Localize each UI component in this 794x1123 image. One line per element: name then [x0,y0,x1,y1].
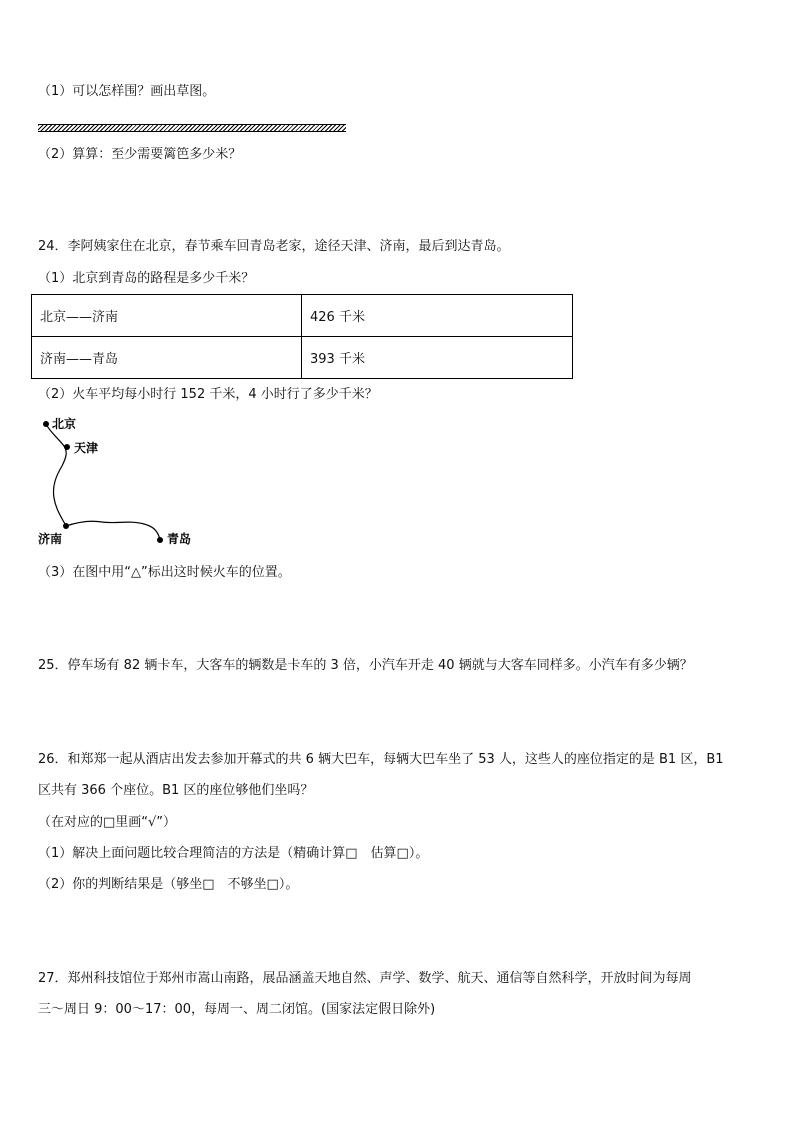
q27-line1: 27．郑州科技馆位于郑州市嵩山南路，展品涵盖天地自然、声学、数学、航天、通信等自然科学，开放时间为每周 [38,971,692,986]
q26-sub1-text: （1）解决上面问题比较合理简洁的方法是（精确计算□ 估算□）。 [38,846,429,861]
distance-cell: 393 千米 [302,337,573,379]
route-cell: 北京——济南 [32,295,302,337]
q26-note: （在对应的□里画“√”） [38,815,177,830]
q24-sub1-text: （1）北京到青岛的路程是多少千米？ [38,271,255,286]
q25-stem: 25．停车场有 82 辆卡车，大客车的辆数是卡车的 3 倍，小汽车开走 40 辆就与大客车同样多。小汽车有多少辆？ [38,658,693,673]
q23-sub1-text: （1）可以怎样围？画出草图。 [38,84,216,99]
q26-line1: 26．和郑郑一起从酒店出发去参加开幕式的共 6 辆大巴车，每辆大巴车坐了 53 人，这些人的座位指定的是 B1 区，B1 [38,752,724,767]
fence-wall-drawing [38,124,346,132]
table-row [32,337,573,379]
tianjin-dot [64,444,70,450]
jinan-label: 济南 [38,532,63,546]
tianjin-label: 天津 [74,441,99,455]
q23-sub2-text: （2）算算：至少需要篱笆多少米？ [38,147,242,162]
q26-sub2-text: （2）你的判断结果是（够坐□ 不够坐□）。 [38,877,299,892]
railway-line [46,424,160,540]
route-distance-table [31,294,573,379]
railway-route-map [34,412,234,552]
beijing-label: 北京 [52,417,77,431]
route-cell: 济南——青岛 [32,337,302,379]
beijing-dot [43,421,49,427]
qingdao-dot [157,537,163,543]
q26-line2: 区共有 366 个座位。B1 区的座位够他们坐吗？ [38,783,314,798]
q24-sub2-text: （2）火车平均每小时行 152 千米，4 小时行了多少千米？ [38,387,378,402]
q27-line2: 三～周日 9：00～17：00，每周一、周二闭馆。(国家法定假日除外) [38,1002,436,1017]
table-row [32,295,573,337]
distance-cell: 426 千米 [302,295,573,337]
q24-sub3-text: （3）在图中用“△”标出这时候火车的位置。 [38,565,291,580]
qingdao-label: 青岛 [167,532,192,546]
q24-stem: 24．李阿姨家住在北京，春节乘车回青岛老家，途径天津、济南，最后到达青岛。 [38,239,510,254]
jinan-dot [63,523,69,529]
